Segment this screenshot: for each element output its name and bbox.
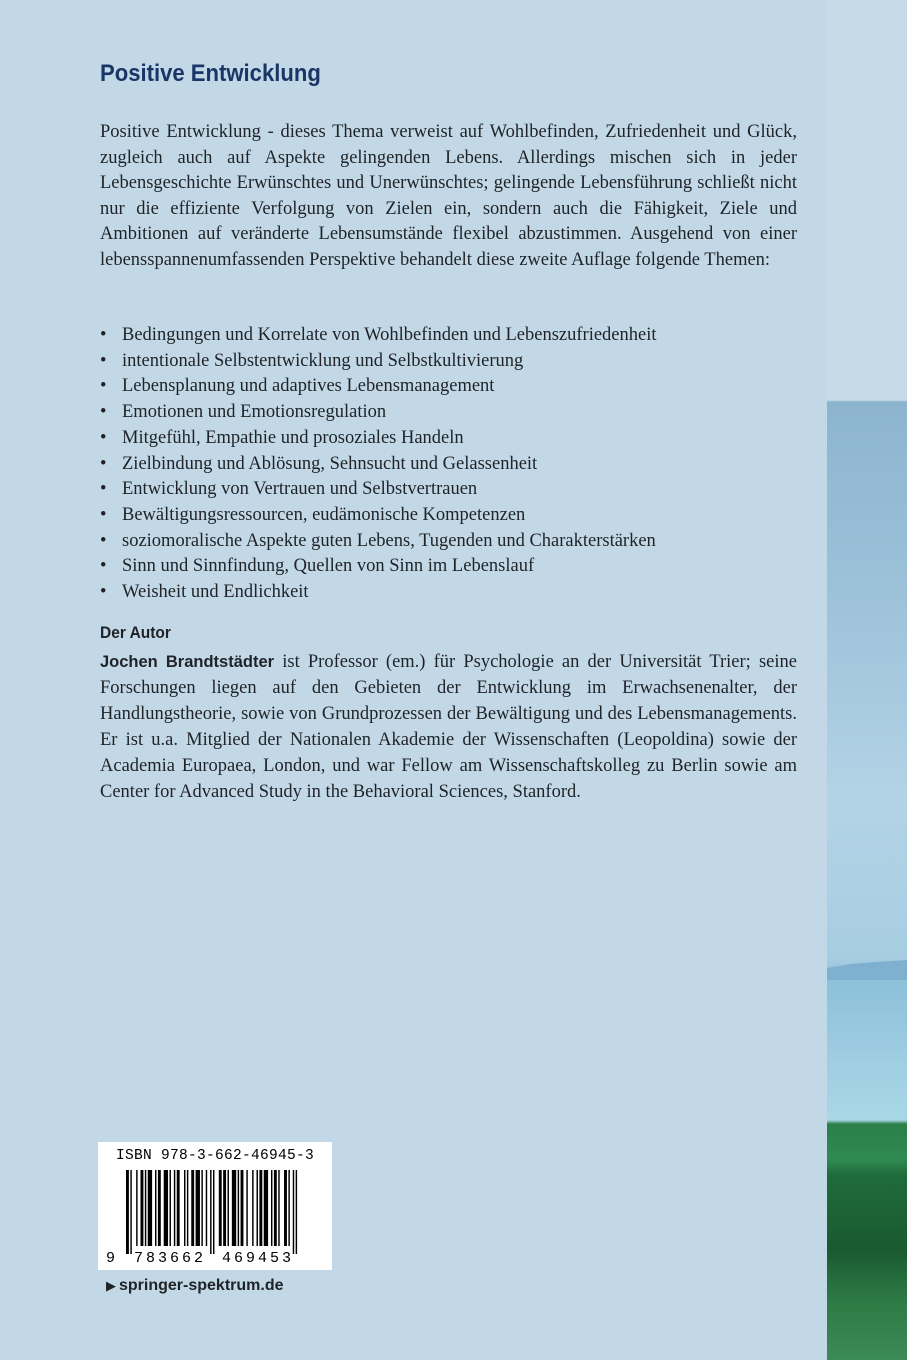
- isbn-label: ISBN 978-3-662-46945-3: [116, 1148, 315, 1164]
- list-item: [100, 374, 797, 400]
- bullet-icon: •: [100, 504, 107, 525]
- website-link[interactable]: [106, 1277, 283, 1295]
- bullet-icon: •: [100, 427, 107, 448]
- list-item: [100, 580, 797, 606]
- bullet-icon: •: [100, 402, 107, 423]
- barcode-bar: [293, 1170, 294, 1254]
- list-item-text: Lebensplanung und adaptives Lebensmanagement: [122, 376, 495, 397]
- list-item-text: soziomoralische Aspekte guten Lebens, Tugenden und Charakterstärken: [122, 530, 656, 551]
- barcode-bar: [259, 1170, 262, 1246]
- barcode-bar: [223, 1170, 226, 1246]
- barcode-bar: [191, 1170, 194, 1246]
- barcode-bar: [196, 1170, 200, 1246]
- barcode-bar: [252, 1170, 253, 1246]
- barcode-bar: [257, 1170, 258, 1246]
- list-item-text: Emotionen und Emotionsregulation: [122, 402, 387, 423]
- list-item-text: Zielbindung und Ablösung, Sehnsucht und Gelassenheit: [122, 453, 538, 474]
- barcode-bar: [164, 1170, 168, 1246]
- bullet-icon: •: [100, 556, 107, 577]
- list-item: [100, 426, 797, 452]
- barcode-bar: [284, 1170, 287, 1246]
- barcode-bar: [241, 1170, 244, 1246]
- barcode-bar: [271, 1170, 272, 1246]
- barcode-first-digit: 9: [106, 1250, 116, 1266]
- list-item-text: Bewältigungsressourcen, eudämonische Kompetenzen: [122, 504, 526, 525]
- list-item: [100, 452, 797, 478]
- bullet-icon: •: [100, 325, 107, 345]
- author-bio: [100, 649, 797, 805]
- list-item-text: Mitgefühl, Empathie und prosoziales Handeln: [122, 427, 464, 448]
- barcode-icon: [104, 1170, 326, 1266]
- barcode-bar: [136, 1170, 137, 1246]
- barcode-bar: [296, 1170, 297, 1254]
- list-item-text: Sinn und Sinnfindung, Quellen von Sinn im Lebenslauf: [122, 556, 535, 577]
- barcode-bar: [232, 1170, 236, 1246]
- barcode-bar: [187, 1170, 188, 1246]
- list-item: [100, 529, 797, 555]
- list-item-text: Bedingungen und Korrelate von Wohlbefinden und Lebenszufriedenheit: [122, 325, 657, 345]
- barcode-bar: [278, 1170, 279, 1246]
- barcode-bar: [264, 1170, 268, 1246]
- barcode-bar: [210, 1170, 211, 1254]
- list-item: [100, 554, 797, 580]
- author-name: Jochen Brandtstädter: [100, 653, 275, 671]
- bullet-icon: •: [100, 530, 107, 551]
- barcode-digits-left: 783662: [134, 1250, 207, 1266]
- list-item: [100, 323, 797, 349]
- barcode-bar: [274, 1170, 277, 1246]
- barcode-bar: [177, 1170, 180, 1246]
- bullet-icon: •: [100, 350, 107, 371]
- barcode-bar: [174, 1170, 175, 1246]
- barcode-bar: [201, 1170, 202, 1246]
- intro-paragraph: Positive Entwicklung - dieses Thema verweist auf Wohlbefinden, Zufriedenheit und Glück, zugleich auch auf Aspekte gelingenden Lebens. Allerdings mischen sich in jeder Lebensgeschichte Erwünschtes und Unerwünschtes; gelingende Lebensführung schließt nicht nur die effiziente Verfolgung von Zielen ein, sondern auch die Fähigkeit, Ziele und Ambitionen auf veränderte Lebensumstände flexibel abzustimmen. Ausgehend von einer lebensspannenumfassenden Perspektive behandelt diese zweite Auflage folgende Themen:: [100, 122, 797, 270]
- barcode-digits-right: 469453: [222, 1250, 295, 1266]
- list-item-text: Entwicklung von Vertrauen und Selbstvertrauen: [122, 479, 478, 500]
- barcode-bar: [130, 1170, 131, 1254]
- barcode-bar: [126, 1170, 129, 1254]
- website-url: springer-spektrum.de: [119, 1277, 284, 1294]
- barcode-bar: [246, 1170, 247, 1246]
- barcode-bar: [155, 1170, 156, 1246]
- barcode-bar: [184, 1170, 185, 1246]
- author-bio-text: ist Professor (em.) für Psychologie an der Universität Trier; seine Forschungen liegen auf den Gebieten der Entwicklung im Erwachsenenalter, der Handlungstheorie, sowie von Grundprozessen der Bewältigung und des Lebensmanagements. Er ist u.a. Mitglied der Nationalen Akademie der Wissenschaften (Leopoldina) sowie der Academia Europaea, London, und war Fellow am Wissenschaftskolleg zu Berlin sowie am Center for Advanced Study in the Behavioral Sciences, Stanford.: [100, 652, 797, 802]
- mountain-ridge: [827, 960, 907, 980]
- list-item: [100, 503, 797, 529]
- list-item: [100, 477, 797, 503]
- bullet-icon: •: [100, 582, 107, 603]
- list-item: [100, 400, 797, 426]
- barcode-bar: [213, 1170, 214, 1254]
- barcode-bar: [158, 1170, 161, 1246]
- book-title: Positive Entwicklung: [100, 60, 321, 87]
- barcode-bar: [145, 1170, 146, 1246]
- barcode-bar: [141, 1170, 144, 1246]
- barcode-bar: [206, 1170, 207, 1246]
- list-item: [100, 349, 797, 375]
- barcode-bar: [228, 1170, 229, 1246]
- barcode-bar: [219, 1170, 222, 1246]
- arrow-right-icon: ▶: [106, 1278, 116, 1293]
- bullet-icon: •: [100, 453, 107, 474]
- barcode-bar: [238, 1170, 239, 1246]
- list-item-text: intentionale Selbstentwicklung und Selbstkultivierung: [122, 350, 524, 371]
- topic-list: [100, 323, 797, 606]
- bullet-icon: •: [100, 376, 107, 397]
- isbn-barcode: [98, 1142, 332, 1270]
- barcode-bar: [170, 1170, 171, 1246]
- author-heading: Der Autor: [100, 624, 171, 642]
- barcode-bar: [148, 1170, 152, 1246]
- list-item-text: Weisheit und Endlichkeit: [122, 582, 309, 603]
- barcode-bar: [288, 1170, 289, 1246]
- bullet-icon: •: [100, 479, 107, 500]
- landscape-image-strip: [827, 0, 907, 1360]
